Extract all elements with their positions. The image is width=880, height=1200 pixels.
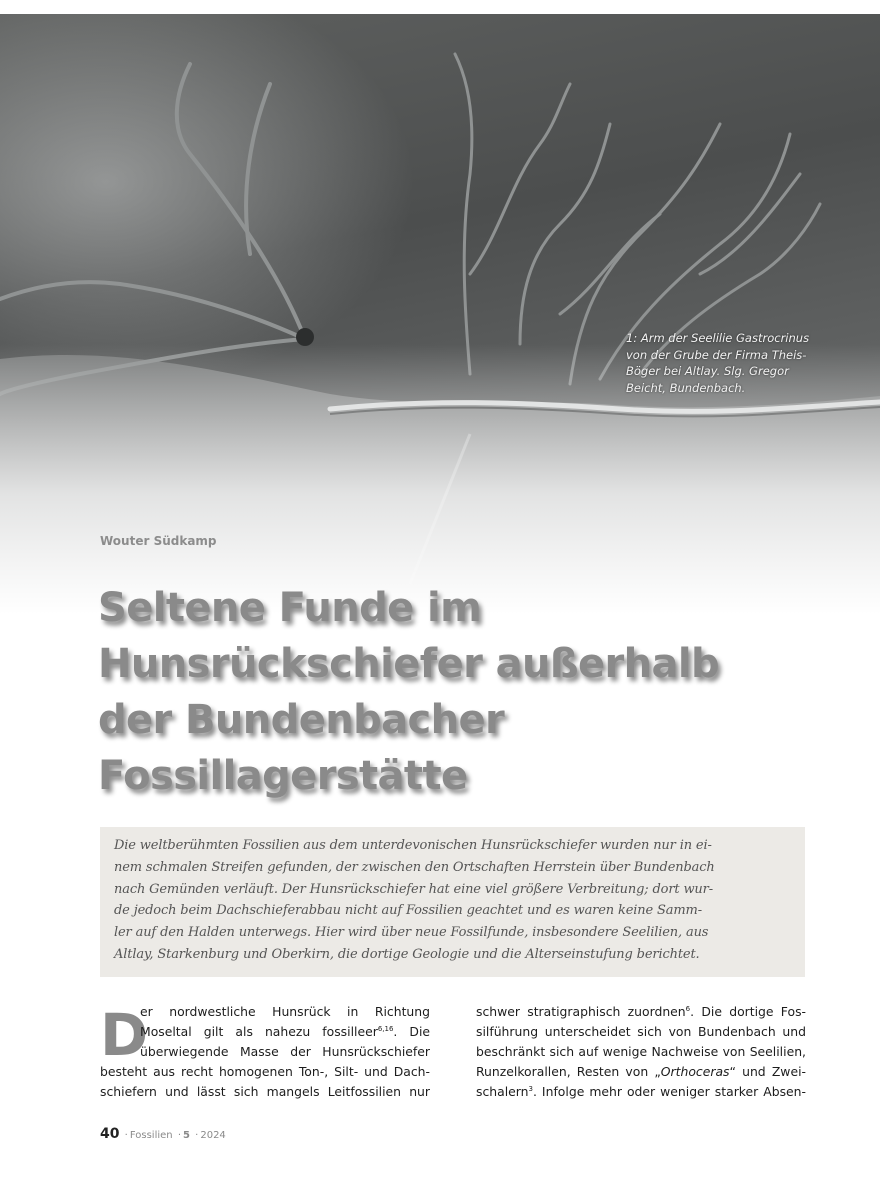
page-footer <box>100 1126 226 1142</box>
caption-line: von der Grube der Firma Theis- <box>626 347 807 362</box>
author-name: Wouter Südkamp <box>100 534 217 548</box>
body-line: Moseltal gilt als nahezu fossilleer$^{6,16}$. Die <box>140 1024 431 1039</box>
page-number: 40 <box>100 1126 120 1142</box>
caption-line: Beicht, Bundenbach. <box>626 380 746 395</box>
article-title <box>98 580 838 804</box>
title-line: Seltene Funde im <box>98 585 482 631</box>
photo-caption <box>626 330 876 396</box>
lead-line: nem schmalen Streifen gefunden, der zwischen den Ortschaften Herrstein über Bundenbach <box>114 859 715 875</box>
footer-separator: · <box>124 1130 128 1141</box>
body-line: schiefern und lässt sich mangels Leitfossilien nur <box>100 1084 430 1099</box>
body-line: Runzelkorallen, Resten von „Orthoceras“ und Zwei- <box>476 1064 806 1079</box>
body-line: er nordwestliche Hunsrück in Richtung <box>140 1004 430 1019</box>
issue-year: 2024 <box>200 1130 226 1141</box>
lead-line: Die weltberühmten Fossilien aus dem unterdevonischen Hunsrückschiefer wurden nur in ei- <box>114 838 712 853</box>
body-line: schwer stratigraphisch zuordnen$^6$. Die dortige Fos- <box>476 1004 806 1019</box>
body-line: beschränkt sich auf wenige Nachweise von Seelilien, <box>476 1044 806 1059</box>
lead-line: Altlay, Starkenburg und Oberkirn, die dortige Geologie und die Alterseinstufung berichtet. <box>114 946 700 962</box>
title-line: Hunsrückschiefer außerhalb <box>98 641 720 687</box>
title-line: der Bundenbacher <box>98 697 505 743</box>
body-line: besteht aus recht homogenen Ton-, Silt- und Dach- <box>100 1064 430 1079</box>
caption-line: 1: Arm der Seelilie Gastrocrinus <box>626 331 810 345</box>
issue-number: 5 <box>183 1130 190 1141</box>
drop-cap: D <box>100 1001 149 1069</box>
lead-line: ler auf den Halden unterwegs. Hier wird über neue Fossilfunde, insbesondere Seelilien, aus <box>114 925 709 941</box>
body-column-right <box>476 1002 806 1102</box>
lead-line: nach Gemünden verläuft. Der Hunsrückschiefer hat eine viel größere Verbreitung; dort wur- <box>114 881 713 897</box>
fossil-slab-image <box>0 14 880 614</box>
caption-line: Böger bei Altlay. Slg. Gregor <box>626 364 789 378</box>
body-column-left <box>100 1002 430 1102</box>
header-photo <box>0 14 880 614</box>
footer-separator: · <box>195 1130 199 1141</box>
body-line: schalern$^3$. Infolge mehr oder weniger starker Absen- <box>476 1084 806 1099</box>
body-line: überwiegende Masse der Hunsrückschiefer <box>140 1044 430 1059</box>
body-line: silführung unterscheidet sich von Bundenbach und <box>476 1024 806 1039</box>
lead-abstract <box>100 827 805 977</box>
lead-line: de jedoch beim Dachschieferabbau nicht auf Fossilien geachtet und es waren keine Samm- <box>114 903 702 919</box>
title-line: Fossillagerstätte <box>98 753 468 799</box>
footer-separator: · <box>177 1130 181 1141</box>
magazine-name: Fossilien <box>129 1130 173 1141</box>
